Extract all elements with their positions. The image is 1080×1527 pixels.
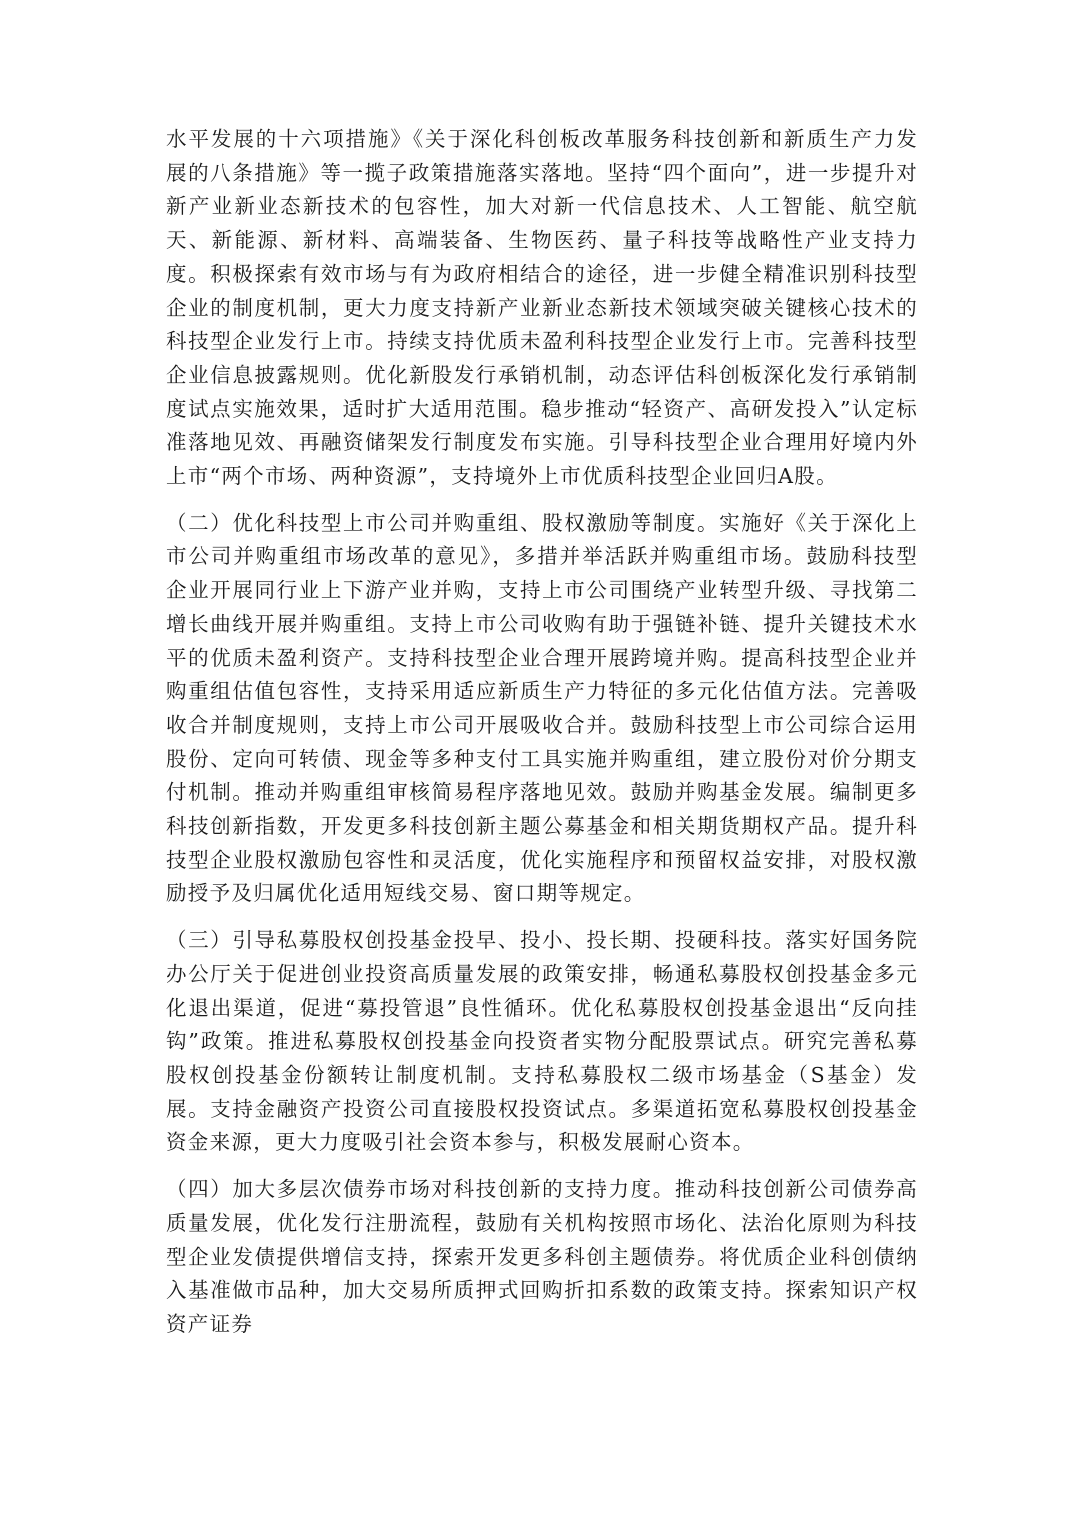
document-body bbox=[166, 123, 918, 1355]
paragraph-section-3: （三）引导私募股权创投基金投早、投小、投长期、投硬科技。落实好国务院办公厅关于促进创业投资高质量发展的政策安排，畅通私募股权创投基金多元化退出渠道，促进“募投管退”良性循环。优化私募股权创投基金退出“反向挂钩”政策。推进私募股权创投基金向投资者实物分配股票试点。研究完善私募股权创投基金份额转让制度机制。支持私募股权二级市场基金（S基金）发展。支持金融资产投资公司直接股权投资试点。多渠道拓宽私募股权创投基金资金来源，更大力度吸引社会资本参与，积极发展耐心资本。 bbox=[166, 928, 918, 1155]
paragraph-section-4: （四）加大多层次债券市场对科技创新的支持力度。推动科技创新公司债券高质量发展，优化发行注册流程，鼓励有关机构按照市场化、法治化原则为科技型企业发债提供增信支持，探索开发更多科创主题债券。将优质企业科创债纳入基准做市品种，加大交易所质押式回购折扣系数的政策支持。探索知识产权资产证券 bbox=[166, 1177, 918, 1336]
paragraph-continued-measures: 水平发展的十六项措施》《关于深化科创板改革服务科技创新和新质生产力发展的八条措施》等一揽子政策措施落实落地。坚持“四个面向”，进一步提升对新产业新业态新技术的包容性，加大对新一代信息技术、人工智能、航空航天、新能源、新材料、高端装备、生物医药、量子科技等战略性产业支持力度。积极探索有效市场与有为政府相结合的途径，进一步健全精准识别科技型企业的制度机制，更大力度支持新产业新业态新技术领域突破关键核心技术的科技型企业发行上市。持续支持优质未盈利科技型企业发行上市。完善科技型企业信息披露规则。优化新股发行承销机制，动态评估科创板深化发行承销制度试点实施效果，适时扩大适用范围。稳步推动“轻资产、高研发投入”认定标准落地见效、再融资储架发行制度发布实施。引导科技型企业合理用好境内外上市“两个市场、两种资源”，支持境外上市优质科技型企业回归A股。 bbox=[166, 127, 918, 489]
paragraph-section-2: （二）优化科技型上市公司并购重组、股权激励等制度。实施好《关于深化上市公司并购重组市场改革的意见》，多措并举活跃并购重组市场。鼓励科技型企业开展同行业上下游产业并购，支持上市公司围绕产业转型升级、寻找第二增长曲线开展并购重组。支持上市公司收购有助于强链补链、提升关键技术水平的优质未盈利资产。支持科技型企业合理开展跨境并购。提高科技型企业并购重组估值包容性，支持采用适应新质生产力特征的多元化估值方法。完善吸收合并制度规则，支持上市公司开展吸收合并。鼓励科技型上市公司综合运用股份、定向可转债、现金等多种支付工具实施并购重组，建立股份对价分期支付机制。推动并购重组审核简易程序落地见效。鼓励并购基金发展。编制更多科技创新指数，开发更多科技创新主题公募基金和相关期货期权产品。提升科技型企业股权激励包容性和灵活度，优化实施程序和预留权益安排，对股权激励授予及归属优化适用短线交易、窗口期等规定。 bbox=[166, 510, 918, 906]
